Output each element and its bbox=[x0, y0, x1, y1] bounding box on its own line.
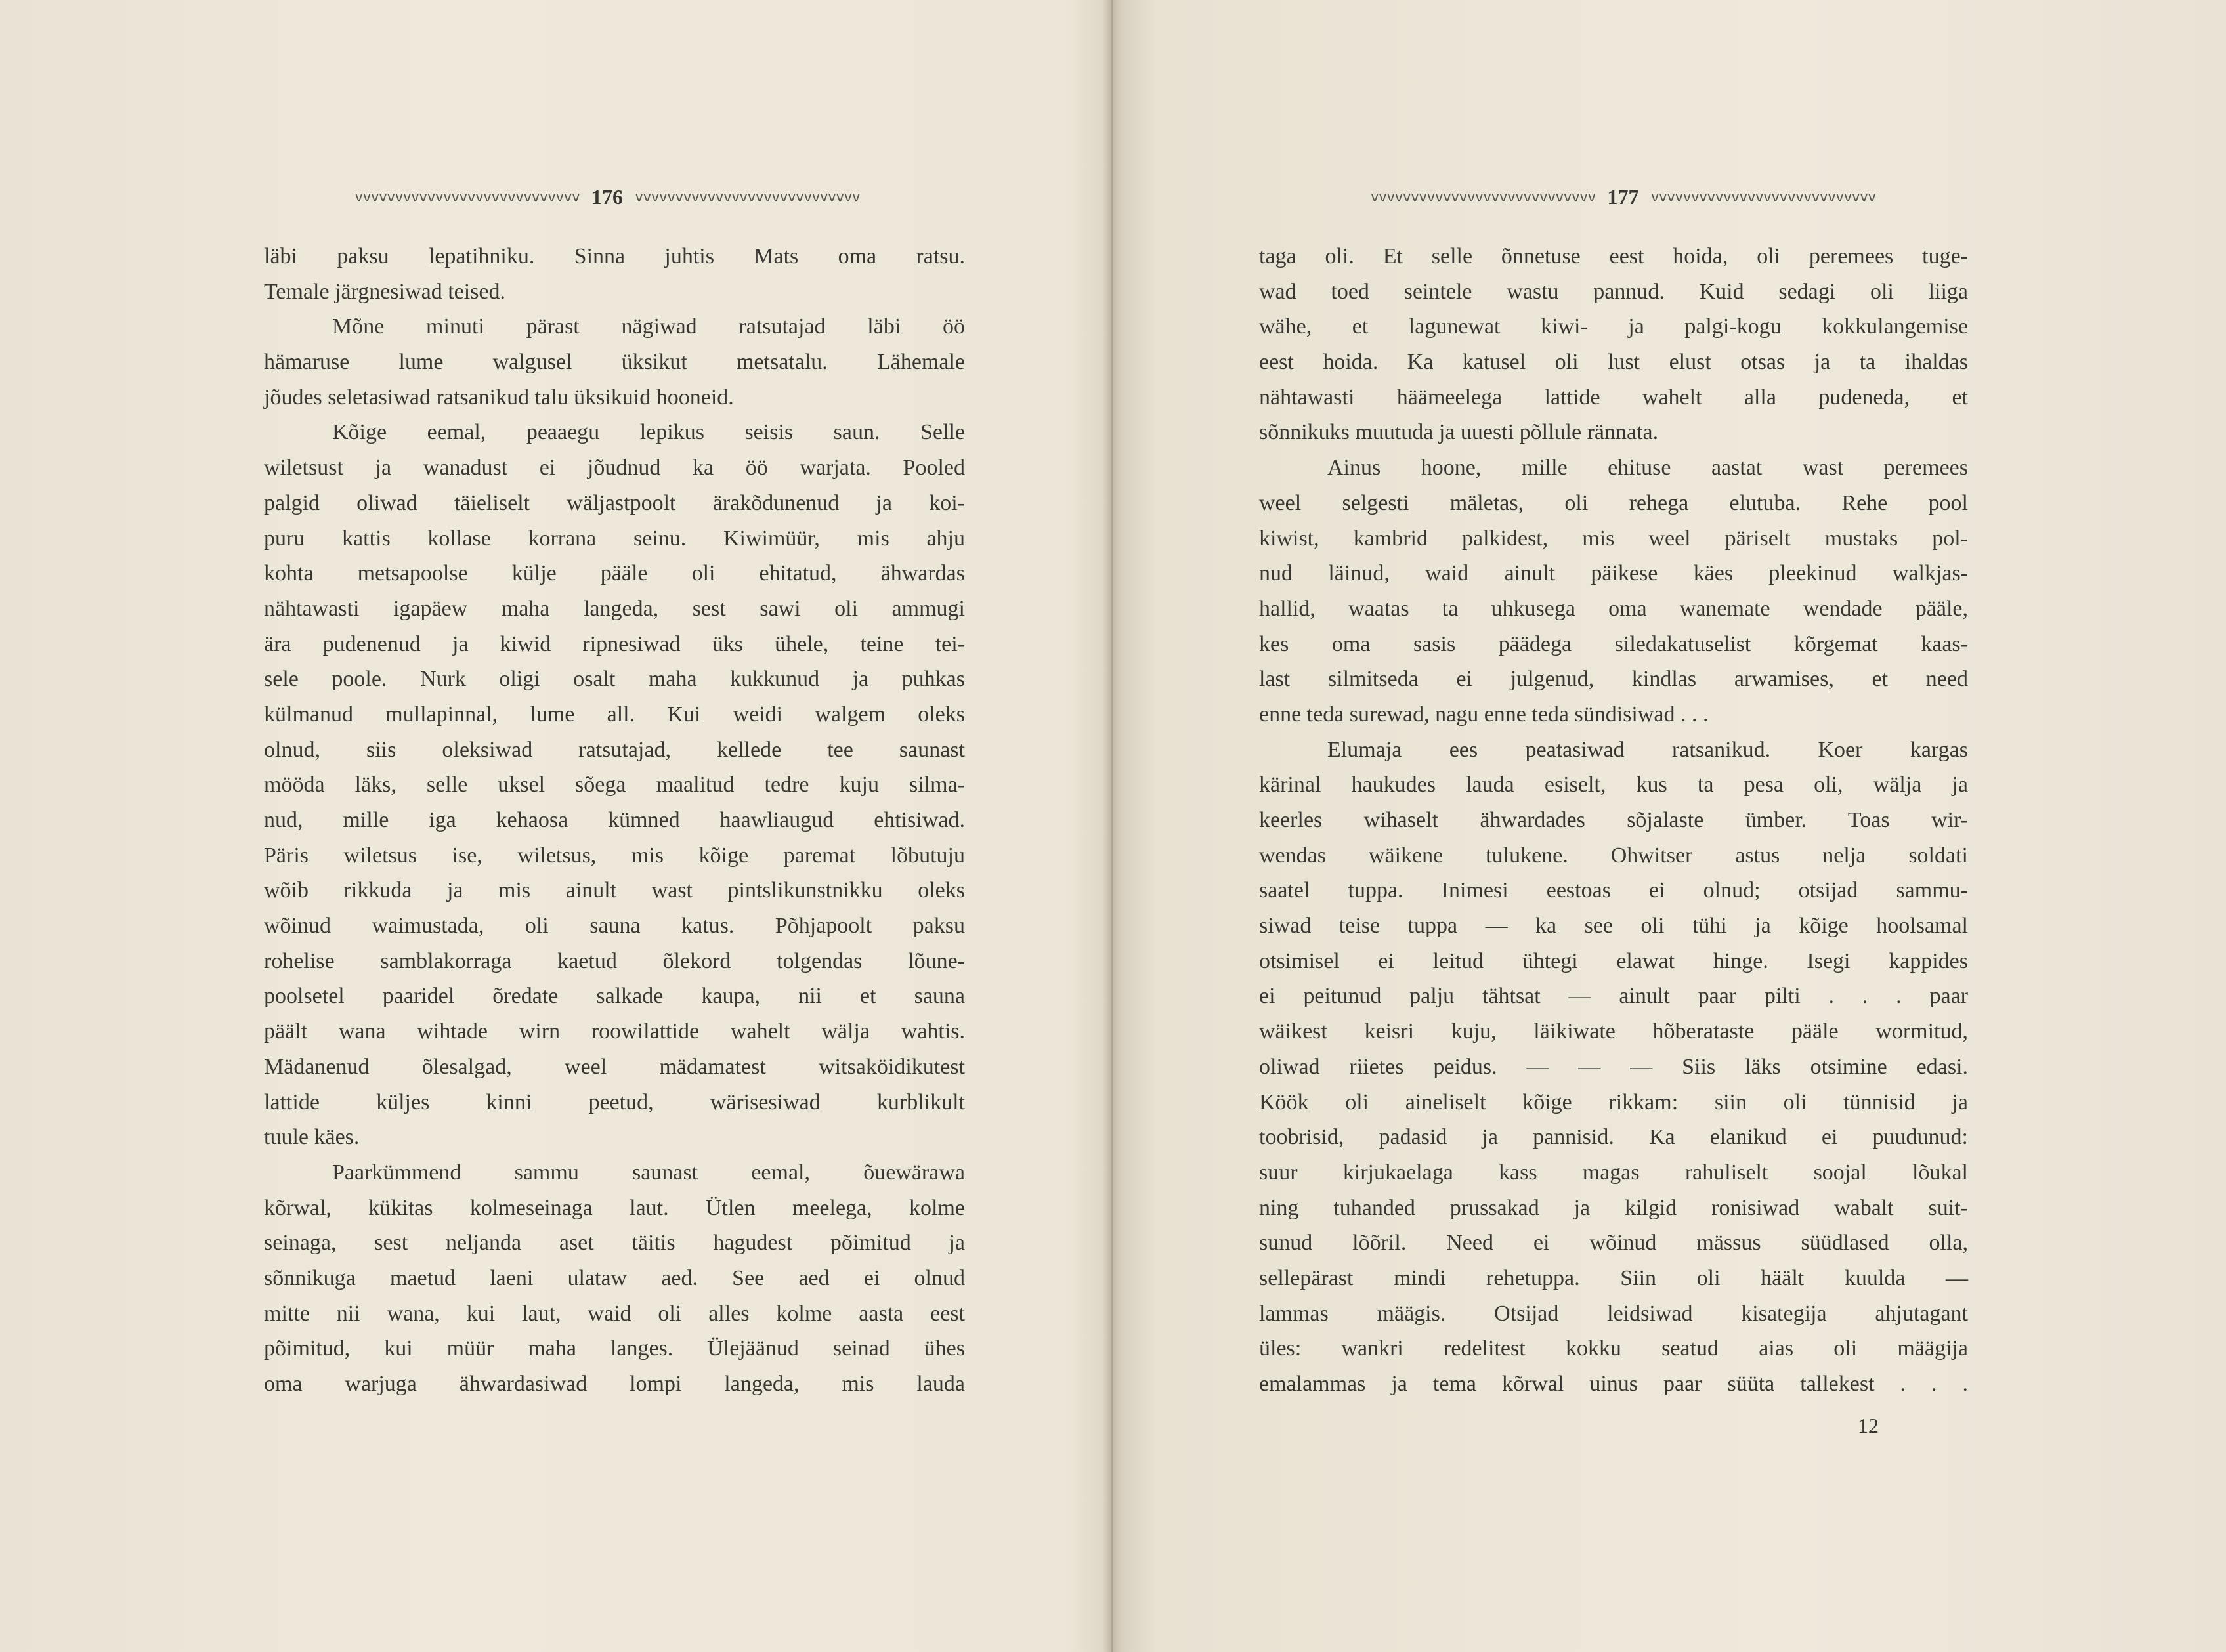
text-line: eest hoida. Ka katusel oli lust elust otsas ja ta ihaldas bbox=[1259, 350, 1968, 375]
header-ornament: vvvvvvvvvvvvvvvvvvvvvvvvvvvv bbox=[1370, 188, 1596, 205]
text-line: üles: wankri redelitest kokku seatud aias oli määgija bbox=[1259, 1336, 1968, 1361]
text-line: last silmitseda ei julgenud, kindlas arwamises, et need bbox=[1259, 667, 1968, 692]
text-line: Temale järgnesiwad teised. bbox=[264, 279, 506, 304]
text-line: poolsetel paaridel õredate salkade kaupa, nii et sauna bbox=[264, 984, 965, 1009]
text-line: kõrwal, kükitas kolmeseinaga laut. Ütlen meelega, kolme bbox=[264, 1195, 965, 1220]
text-line: suur kirjukaelaga kass magas rahuliselt soojal lõukal bbox=[1259, 1160, 1968, 1185]
text-line: wõib rikkuda ja mis ainult wast pintslikunstnikku oleks bbox=[264, 878, 965, 903]
text-line: sõnnikuks muutuda ja uuesti põllule rännata. bbox=[1259, 420, 1659, 445]
text-line: sõnnikuga maetud laeni ulataw aed. See aed ei olnud bbox=[264, 1265, 965, 1290]
text-line: päält wana wihtade wirn roowilattide wahelt wälja wahtis. bbox=[264, 1019, 965, 1044]
text-line: sele poole. Nurk oligi osalt maha kukkunud ja puhkas bbox=[264, 667, 965, 692]
right-page bbox=[1116, 0, 2226, 1652]
text-line: nähtawasti häämeelega lattide wahelt alla pudeneda, et bbox=[1259, 385, 1968, 410]
text-line: keerles wihaselt ähwardades sõjalaste ümber. Toas wir- bbox=[1259, 808, 1968, 832]
text-line: Ainus hoone, mille ehituse aastat wast peremees bbox=[1327, 455, 1968, 480]
text-line: Köök oli aineliselt kõige rikkam: siin oli tünnisid ja bbox=[1259, 1090, 1968, 1114]
text-line: wõinud waimustada, oli sauna katus. Põhjapoolt paksu bbox=[264, 914, 965, 939]
text-line: weel selgesti mäletas, oli rehega elutuba. Rehe pool bbox=[1259, 490, 1968, 515]
text-line: Kõige eemal, peaaegu lepikus seisis saun. Selle bbox=[332, 420, 965, 445]
running-head bbox=[1260, 184, 1986, 210]
text-line: kohta metsapoolse külje pääle oli ehitatud, ähwardas bbox=[264, 561, 965, 586]
text-line: Mõne minuti pärast nägiwad ratsutajad läbi öö bbox=[332, 314, 965, 339]
text-line: mööda läks, selle uksel sõega maalitud tedre kuju silma- bbox=[264, 773, 965, 797]
text-line: sunud lõõril. Need ei wõinud mässus süüdlased olla, bbox=[1259, 1231, 1968, 1256]
text-line: olnud, siis oleksiwad ratsutajad, kellede tee saunast bbox=[264, 737, 965, 762]
header-ornament: vvvvvvvvvvvvvvvvvvvvvvvvvvvv bbox=[1650, 188, 1876, 205]
text-line: emalammas ja tema kõrwal uinus paar süüta tallekest . . . bbox=[1259, 1372, 1968, 1396]
text-line: nud läinud, waid ainult päikese käes pleekinud walkjas- bbox=[1259, 561, 1968, 586]
page-number: 177 bbox=[1607, 184, 1639, 209]
text-line: palgid oliwad täieliselt wäljastpoolt ärakõdunenud ja koi- bbox=[264, 490, 965, 515]
text-line: wäikest keisri kuju, läikiwate hõberataste pääle wormitud, bbox=[1259, 1019, 1968, 1044]
text-line: külmanud mullapinnal, lume all. Kui weidi walgem oleks bbox=[264, 702, 965, 727]
text-line: lammas määgis. Otsijad leidsiwad kisategija ahjutagant bbox=[1259, 1301, 1968, 1326]
text-line: lattide küljes kinni peetud, wärisesiwad kurblikult bbox=[264, 1090, 965, 1114]
text-line: hallid, waatas ta uhkusega oma wanemate wendade pääle, bbox=[1259, 596, 1968, 621]
text-line: seinaga, sest neljanda aset täitis hagudest põimitud ja bbox=[264, 1231, 965, 1256]
text-line: kiwist, kambrid palkidest, mis weel päriselt mustaks pol- bbox=[1259, 526, 1968, 551]
text-line: hämaruse lume walgusel üksikut metsatalu. Lähemale bbox=[264, 350, 965, 375]
text-line: Paarkümmend sammu saunast eemal, õuewärawa bbox=[332, 1160, 965, 1185]
text-line: mitte nii wana, kui laut, waid oli alles kolme aasta eest bbox=[264, 1301, 965, 1326]
text-line: Mädanenud õlesalgad, weel mädamatest witsaköidikutest bbox=[264, 1054, 965, 1079]
text-line: sellepärast mindi rehetuppa. Siin oli häält kuulda — bbox=[1259, 1265, 1968, 1290]
text-line: wad toed seintele wastu pannud. Kuid sedagi oli liiga bbox=[1259, 279, 1968, 304]
page-text bbox=[264, 239, 965, 1402]
text-line: jõudes seletasiwad ratsanikud talu üksikuid hooneid. bbox=[264, 385, 734, 410]
text-line: Elumaja ees peatasiwad ratsanikud. Koer kargas bbox=[1327, 737, 1968, 762]
text-line: taga oli. Et selle õnnetuse eest hoida, oli peremees tuge- bbox=[1259, 244, 1968, 268]
text-line: tuule käes. bbox=[264, 1125, 360, 1150]
text-line: rohelise samblakorraga kaetud õlekord tolgendas lõune- bbox=[264, 948, 965, 973]
text-line: oliwad riietes peidus. — — — Siis läks otsimine edasi. bbox=[1259, 1054, 1968, 1079]
left-page bbox=[0, 0, 1109, 1652]
text-line: läbi paksu lepatihniku. Sinna juhtis Mats oma ratsu. bbox=[264, 244, 965, 268]
text-line: ära pudenenud ja kiwid ripnesiwad üks ühele, teine tei- bbox=[264, 631, 965, 656]
text-line: oma warjuga ähwardasiwad lompi langeda, mis lauda bbox=[264, 1372, 965, 1396]
page-number: 176 bbox=[591, 184, 623, 209]
text-line: toobrisid, padasid ja pannisid. Ka elanikud ei puudunud: bbox=[1259, 1125, 1968, 1150]
signature-mark: 12 bbox=[1858, 1414, 1879, 1437]
text-line: ei peitunud palju tähtsat — ainult paar pilti . . . paar bbox=[1259, 984, 1968, 1009]
text-line: nud, mille iga kehaosa kümned haawliaugud ehtisiwad. bbox=[264, 808, 965, 832]
text-line: Päris wiletsus ise, wiletsus, mis kõige paremat lõbutuju bbox=[264, 843, 965, 868]
text-line: enne teda surewad, nagu enne teda sündisiwad . . . bbox=[1259, 702, 1709, 727]
text-line: kes oma sasis päädega siledakatuselist kõrgemat kaas- bbox=[1259, 631, 1968, 656]
text-line: põimitud, kui müür maha langes. Ülejäänud seinad ühes bbox=[264, 1336, 965, 1361]
running-head bbox=[244, 184, 970, 210]
header-ornament: vvvvvvvvvvvvvvvvvvvvvvvvvvvv bbox=[635, 188, 860, 205]
text-line: kärinal haukudes lauda esiselt, kus ta pesa oli, wälja ja bbox=[1259, 773, 1968, 797]
text-line: puru kattis kollase korrana seinu. Kiwimüür, mis ahju bbox=[264, 526, 965, 551]
text-line: saatel tuppa. Inimesi eestoas ei olnud; otsijad sammu- bbox=[1259, 878, 1968, 903]
text-line: wiletsust ja wanadust ei jõudnud ka öö warjata. Pooled bbox=[264, 455, 965, 480]
text-line: otsimisel ei leitud ühtegi elawat hinge. Isegi kappides bbox=[1259, 948, 1968, 973]
text-line: wendas wäikene tulukene. Ohwitser astus nelja soldati bbox=[1259, 843, 1968, 868]
header-ornament: vvvvvvvvvvvvvvvvvvvvvvvvvvvv bbox=[354, 188, 580, 205]
text-line: nähtawasti igapäew maha langeda, sest sawi oli ammugi bbox=[264, 596, 965, 621]
page-text bbox=[1259, 239, 1968, 1402]
text-line: wähe, et lagunewat kiwi- ja palgi-kogu kokkulangemise bbox=[1259, 314, 1968, 339]
text-line: siwad teise tuppa — ka see oli tühi ja kõige hoolsamal bbox=[1259, 914, 1968, 939]
text-line: ning tuhanded prussakad ja kilgid ronisiwad wabalt suit- bbox=[1259, 1195, 1968, 1220]
